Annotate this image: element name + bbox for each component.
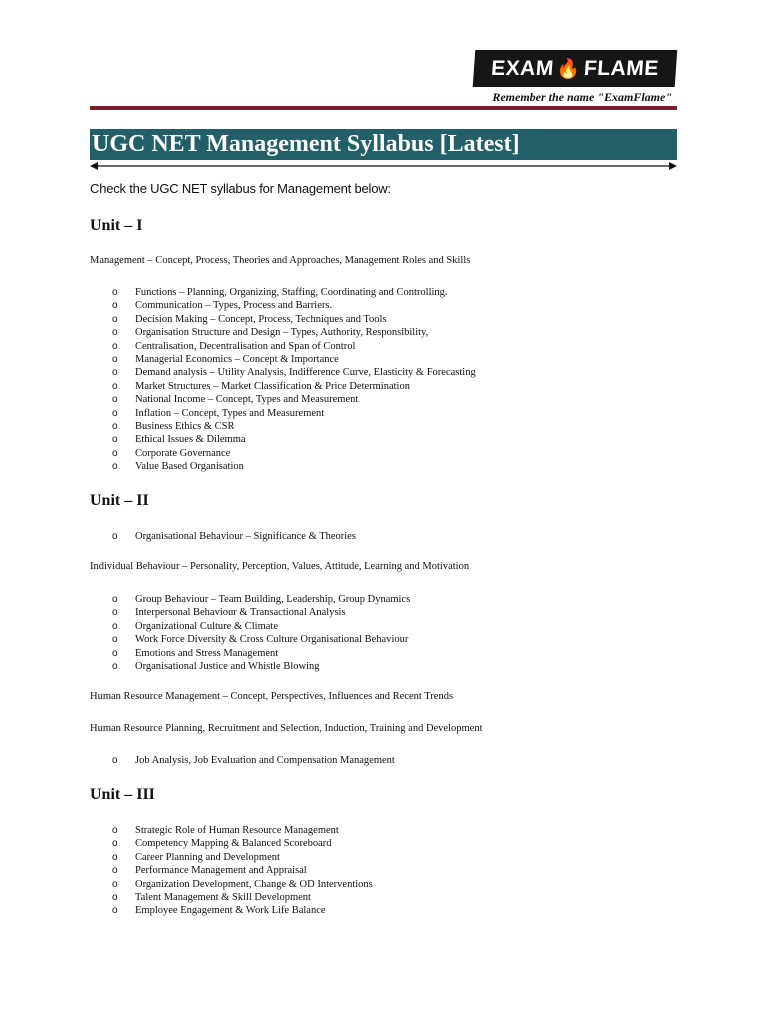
list-item-text: Competency Mapping & Balanced Scoreboard <box>135 838 332 850</box>
list-item-text: Employee Engagement & Work Life Balance <box>135 905 326 917</box>
list-item <box>112 864 373 877</box>
unit-2-list-a <box>112 530 356 543</box>
bullet-icon: o <box>112 300 118 312</box>
list-item <box>112 633 410 646</box>
list-item <box>112 891 373 904</box>
list-item-text: Organisational Justice and Whistle Blowing <box>135 661 320 673</box>
bullet-icon: o <box>112 354 118 366</box>
list-item-text: Demand analysis – Utility Analysis, Indifference Curve, Elasticity & Forecasting <box>135 367 476 379</box>
header-rule <box>90 106 677 110</box>
bullet-icon: o <box>112 313 118 325</box>
bullet-icon: o <box>112 661 118 673</box>
list-item <box>112 837 373 850</box>
list-item-text: Managerial Economics – Concept & Importance <box>135 354 339 366</box>
unit-1-paragraph: Management – Concept, Process, Theories and Approaches, Management Roles and Skills <box>90 255 471 266</box>
unit-2-paragraph-3: Human Resource Planning, Recruitment and Selection, Induction, Training and Development <box>90 723 483 734</box>
flame-icon: 🔥 <box>556 58 582 80</box>
list-item-text: Ethical Issues & Dilemma <box>135 434 246 446</box>
bullet-icon: o <box>112 647 118 659</box>
list-item <box>112 433 476 446</box>
unit-2-list-c <box>112 754 395 767</box>
list-item <box>112 420 476 433</box>
list-item-text: Functions – Planning, Organizing, Staffing, Coordinating and Controlling. <box>135 287 448 298</box>
list-item-text: Performance Management and Appraisal <box>135 865 307 877</box>
list-item <box>112 754 395 767</box>
list-item <box>112 606 410 619</box>
list-item-text: Interpersonal Behaviour & Transactional Analysis <box>135 607 346 619</box>
bullet-icon: o <box>112 531 118 542</box>
list-item-text: Organizational Culture & Climate <box>135 620 278 632</box>
unit-2-paragraph-2: Human Resource Management – Concept, Perspectives, Influences and Recent Trends <box>90 691 454 702</box>
tagline: Remember the name "ExamFlame" <box>492 90 672 104</box>
bullet-icon: o <box>112 447 118 459</box>
list-item-text: Group Behaviour – Team Building, Leadership, Group Dynamics <box>135 594 411 605</box>
list-item-text: Corporate Governance <box>135 447 231 459</box>
logo-text-left: EXAM <box>490 56 555 80</box>
list-item <box>112 286 476 299</box>
list-item <box>112 407 476 420</box>
bullet-icon: o <box>112 380 118 392</box>
list-item-text: Career Planning and Development <box>135 851 280 863</box>
bullet-icon: o <box>112 634 118 646</box>
logo-text-right: FLAME <box>583 56 660 80</box>
list-item <box>112 647 410 660</box>
list-item <box>112 340 476 353</box>
bullet-icon: o <box>112 394 118 406</box>
list-item <box>112 447 476 460</box>
list-item-text: National Income – Concept, Types and Measurement <box>135 394 359 406</box>
unit-1-heading: Unit – I <box>90 217 143 234</box>
bullet-icon: o <box>112 594 118 605</box>
bullet-icon: o <box>112 825 118 836</box>
bullet-icon: o <box>112 407 118 419</box>
bullet-icon: o <box>112 755 118 766</box>
unit-1-list <box>112 286 476 474</box>
list-item-text: Inflation – Concept, Types and Measurement <box>135 407 325 419</box>
bullet-icon: o <box>112 892 118 904</box>
bullet-icon: o <box>112 878 118 890</box>
unit-2-list-b <box>112 593 410 673</box>
bullet-icon: o <box>112 434 118 446</box>
bullet-icon: o <box>112 865 118 877</box>
list-item <box>112 904 373 917</box>
list-item-text: Market Structures – Market Classification & Price Determination <box>135 380 410 392</box>
list-item-text: Organisation Structure and Design – Types, Authority, Responsibility, <box>135 327 429 339</box>
bullet-icon: o <box>112 327 118 339</box>
list-item-text: Business Ethics & CSR <box>135 421 235 433</box>
bullet-icon: o <box>112 367 118 379</box>
list-item-text: Value Based Organisation <box>135 461 244 473</box>
bullet-icon: o <box>112 461 118 473</box>
list-item <box>112 366 476 379</box>
list-item <box>112 851 373 864</box>
list-item <box>112 620 410 633</box>
list-item <box>112 824 373 837</box>
exam-flame-logo <box>473 50 678 87</box>
list-item <box>112 460 476 473</box>
list-item <box>112 660 410 673</box>
list-item-text: Talent Management & Skill Development <box>135 892 311 904</box>
double-arrow-divider <box>90 160 677 172</box>
unit-3-heading: Unit – III <box>90 786 155 803</box>
list-item <box>112 393 476 406</box>
bullet-icon: o <box>112 620 118 632</box>
list-item <box>112 593 410 606</box>
page-title: UGC NET Management Syllabus [Latest] <box>90 129 677 160</box>
list-item <box>112 380 476 393</box>
list-item-text: Organisational Behaviour – Significance & Theories <box>135 531 356 542</box>
list-item-text: Communication – Types, Process and Barriers. <box>135 300 333 312</box>
list-item <box>112 326 476 339</box>
list-item <box>112 878 373 891</box>
bullet-icon: o <box>112 287 118 298</box>
bullet-icon: o <box>112 851 118 863</box>
list-item-text: Emotions and Stress Management <box>135 647 279 659</box>
bullet-icon: o <box>112 607 118 619</box>
bullet-icon: o <box>112 340 118 352</box>
unit-3-list <box>112 824 373 918</box>
list-item <box>112 353 476 366</box>
list-item-text: Centralisation, Decentralisation and Span of Control <box>135 340 356 352</box>
unit-2-heading: Unit – II <box>90 492 149 509</box>
list-item-text: Strategic Role of Human Resource Management <box>135 825 339 836</box>
intro-text: Check the UGC NET syllabus for Management below: <box>90 181 391 196</box>
list-item-text: Job Analysis, Job Evaluation and Compensation Management <box>135 755 395 766</box>
list-item-text: Organization Development, Change & OD Interventions <box>135 878 373 890</box>
list-item-text: Decision Making – Concept, Process, Techniques and Tools <box>135 313 387 325</box>
list-item <box>112 299 476 312</box>
bullet-icon: o <box>112 838 118 850</box>
bullet-icon: o <box>112 421 118 433</box>
list-item <box>112 313 476 326</box>
unit-2-paragraph-1: Individual Behaviour – Personality, Perception, Values, Attitude, Learning and Motivation <box>90 561 470 572</box>
list-item-text: Work Force Diversity & Cross Culture Organisational Behaviour <box>135 634 409 646</box>
list-item <box>112 530 356 543</box>
bullet-icon: o <box>112 905 118 917</box>
